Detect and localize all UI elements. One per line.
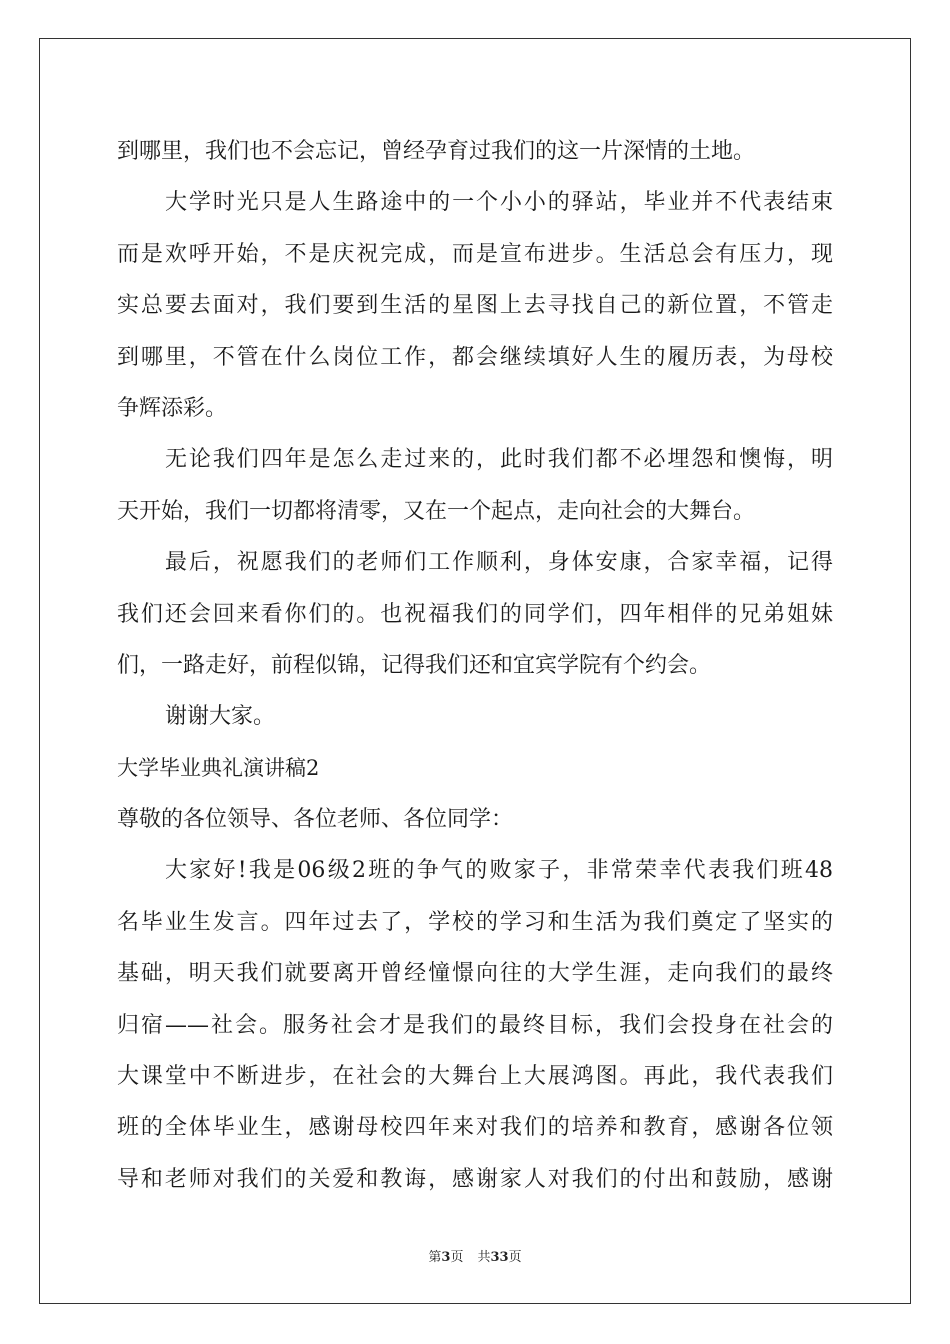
text-line: 基础，明天我们就要离开曾经憧憬向往的大学生涯，走向我们的最终 [117,961,833,987]
text-line: 争辉添彩。 [117,395,228,421]
current-page-number: 3 [441,1250,451,1265]
text-line: 到哪里，不管在什么岗位工作，都会继续填好人生的履历表，为母校 [117,344,833,370]
page-suffix: 页 [450,1250,464,1265]
text-line: 归宿——社会。服务社会才是我们的最终目标，我们会投身在社会的 [117,1012,833,1038]
text-line: 谢谢大家。 [165,704,276,730]
total-prefix: 共 [477,1250,491,1265]
text-line: 我们还会回来看你们的。也祝福我们的同学们，四年相伴的兄弟姐妹 [117,601,833,627]
text-line: 班的全体毕业生，感谢母校四年来对我们的培养和教育，感谢各位领 [117,1115,833,1141]
text-line: 大课堂中不断进步，在社会的大舞台上大展鸿图。再此，我代表我们 [117,1064,833,1090]
text-line: 导和老师对我们的关爱和教诲，感谢家人对我们的付出和鼓励，感谢 [117,1166,833,1192]
text-line: 天开始，我们一切都将清零，又在一个起点，走向社会的大舞台。 [117,498,756,524]
text-line: 名毕业生发言。四年过去了，学校的学习和生活为我们奠定了坚实的 [117,909,833,935]
text-line: 最后，祝愿我们的老师们工作顺利，身体安康，合家幸福，记得 [165,550,833,576]
total-suffix: 页 [508,1250,522,1265]
text-line: 大学时光只是人生路途中的一个小小的驿站，毕业并不代表结束 [165,190,833,216]
text-line: 而是欢呼开始，不是庆祝完成，而是宣布进步。生活总会有压力，现 [117,241,833,267]
text-line: 大家好!我是06级2班的争气的败家子，非常荣幸代表我们班48 [165,858,833,884]
section-heading: 大学毕业典礼演讲稿2 [117,755,320,780]
document-body [117,126,833,1205]
text-line: 到哪里，我们也不会忘记，曾经孕育过我们的这一片深情的土地。 [117,139,756,164]
text-line: 实总要去面对，我们要到生活的星图上去寻找自己的新位置，不管走 [117,293,833,319]
salutation: 尊敬的各位领导、各位老师、各位同学： [117,807,514,833]
total-pages-number: 33 [490,1250,509,1265]
text-line: 无论我们四年是怎么走过来的，此时我们都不必埋怨和懊悔，明 [165,447,833,473]
text-line: 们，一路走好，前程似锦，记得我们还和宜宾学院有个约会。 [117,652,712,678]
page-prefix: 第 [428,1250,442,1265]
page-footer [0,1246,950,1265]
